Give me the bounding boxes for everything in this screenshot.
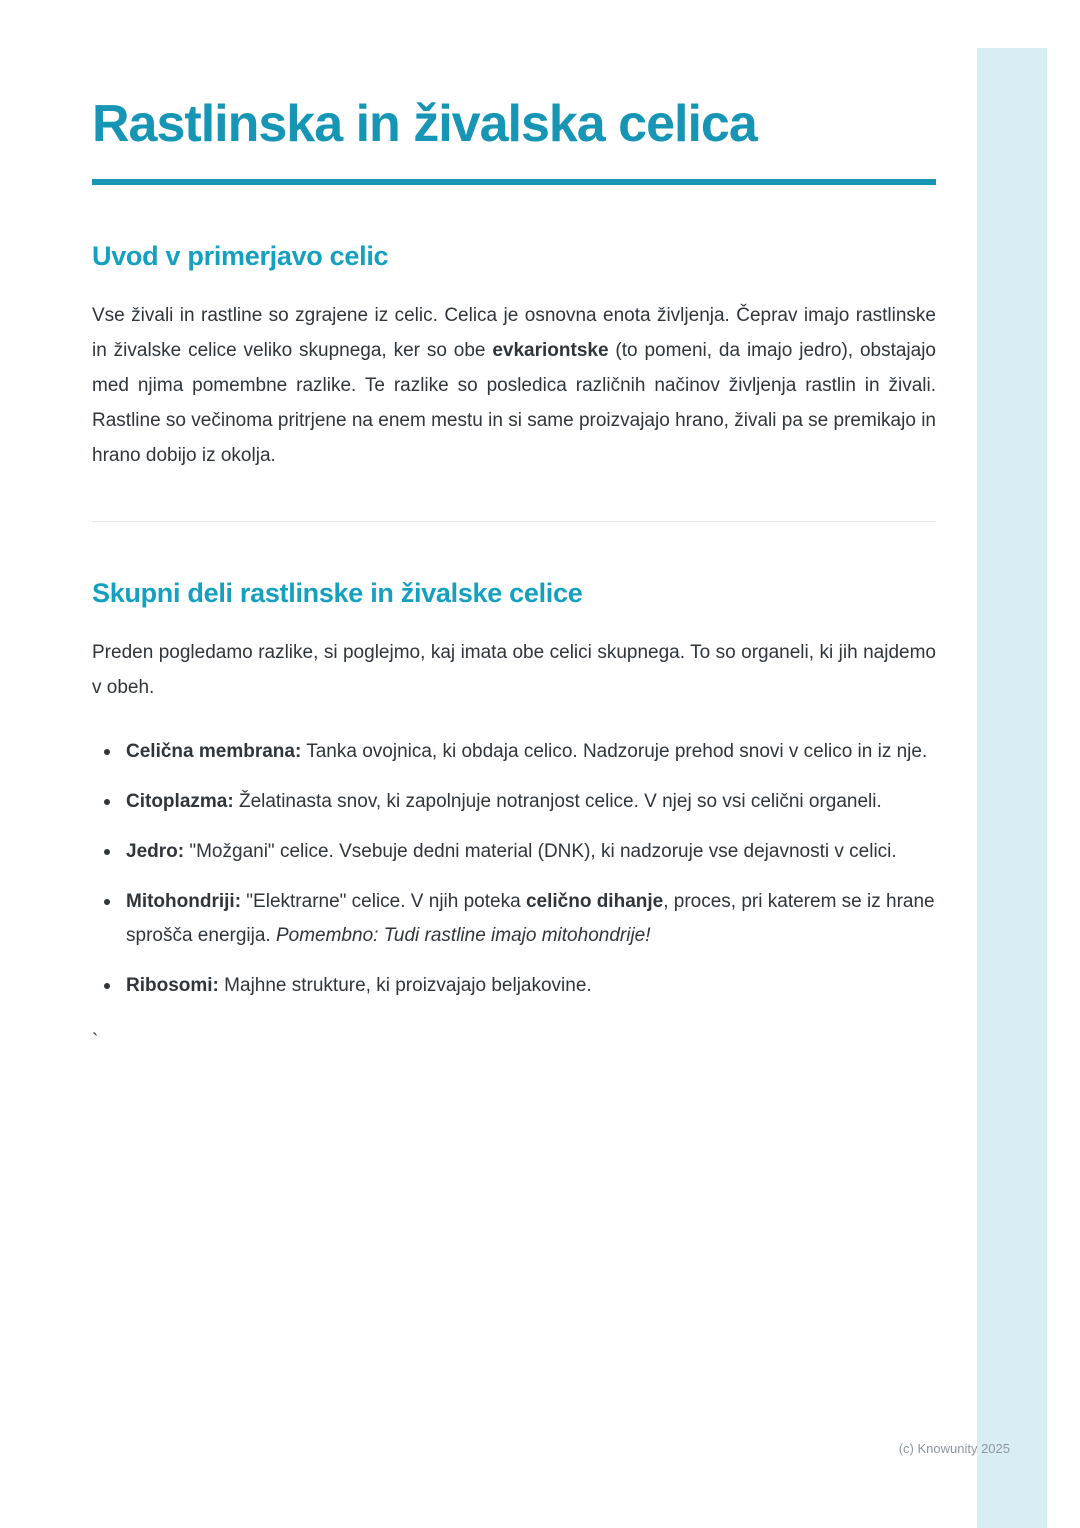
document-content bbox=[92, 0, 936, 1053]
bullet-dot bbox=[104, 749, 110, 755]
list-item-text: Celična membrana: Tanka ovojnica, ki obdaja celico. Nadzoruje prehod snovi v celico in iz nje. bbox=[126, 741, 928, 763]
common-paragraph: Preden pogledamo razlike, si poglejmo, kaj imata obe celici skupnega. To so organeli, ki jih najdemo v obeh. bbox=[92, 642, 936, 699]
decorative-side-stripe bbox=[977, 48, 1047, 1528]
bullet-dot bbox=[104, 849, 110, 855]
list-item-text: Ribosomi: Majhne strukture, ki proizvajajo beljakovine. bbox=[126, 975, 592, 997]
bullet-dot bbox=[104, 899, 110, 905]
intro-paragraph: Vse živali in rastline so zgrajene iz celic. Celica je osnovna enota življenja. Čeprav imajo rastlinske in živalske celice veliko skupnega, ker so obe evkariontske (to pomeni, da imajo jedro), obstajajo med njima pomembne razlike. Te razlike so posledica različnih načinov življenja rastlin in živali. Rastline so večinoma pritrjene na enem mestu in si same proizvajajo hrano, živali pa se premikajo in hrano dobijo iz okolja. bbox=[92, 305, 937, 467]
section-heading-intro: Uvod v primerjavo celic bbox=[92, 241, 389, 272]
list-item-text: Citoplazma: Želatinasta snov, ki zapolnjuje notranjost celice. V njej so vsi celični organeli. bbox=[126, 791, 882, 813]
list-item-mitochondria bbox=[92, 885, 936, 953]
list-item-text: Jedro: "Možgani" celice. Vsebuje dedni material (DNK), ki nadzoruje vse dejavnosti v celici. bbox=[126, 841, 897, 863]
bullet-dot bbox=[104, 799, 110, 805]
page-title: Rastlinska in živalska celica bbox=[92, 95, 757, 153]
list-item-membrane bbox=[92, 735, 936, 769]
list-item-ribosomes bbox=[92, 969, 936, 1003]
stray-backtick: ` bbox=[92, 1031, 99, 1053]
section-heading-common: Skupni deli rastlinske in živalske celice bbox=[92, 578, 583, 609]
list-item-text: Mitohondriji: "Elektrarne" celice. V njih poteka celično dihanje, proces, pri katerem se iz hrane sprošča energija. Pomembno: Tudi rastline imajo mitohondrije! bbox=[126, 891, 935, 947]
bullet-dot bbox=[104, 983, 110, 989]
organelle-list bbox=[92, 735, 936, 1003]
list-item-nucleus bbox=[92, 835, 936, 869]
section-divider bbox=[92, 521, 936, 522]
list-item-cytoplasm bbox=[92, 785, 936, 819]
title-underline bbox=[92, 179, 936, 185]
copyright-note: (c) Knowunity 2025 bbox=[898, 1441, 1010, 1456]
